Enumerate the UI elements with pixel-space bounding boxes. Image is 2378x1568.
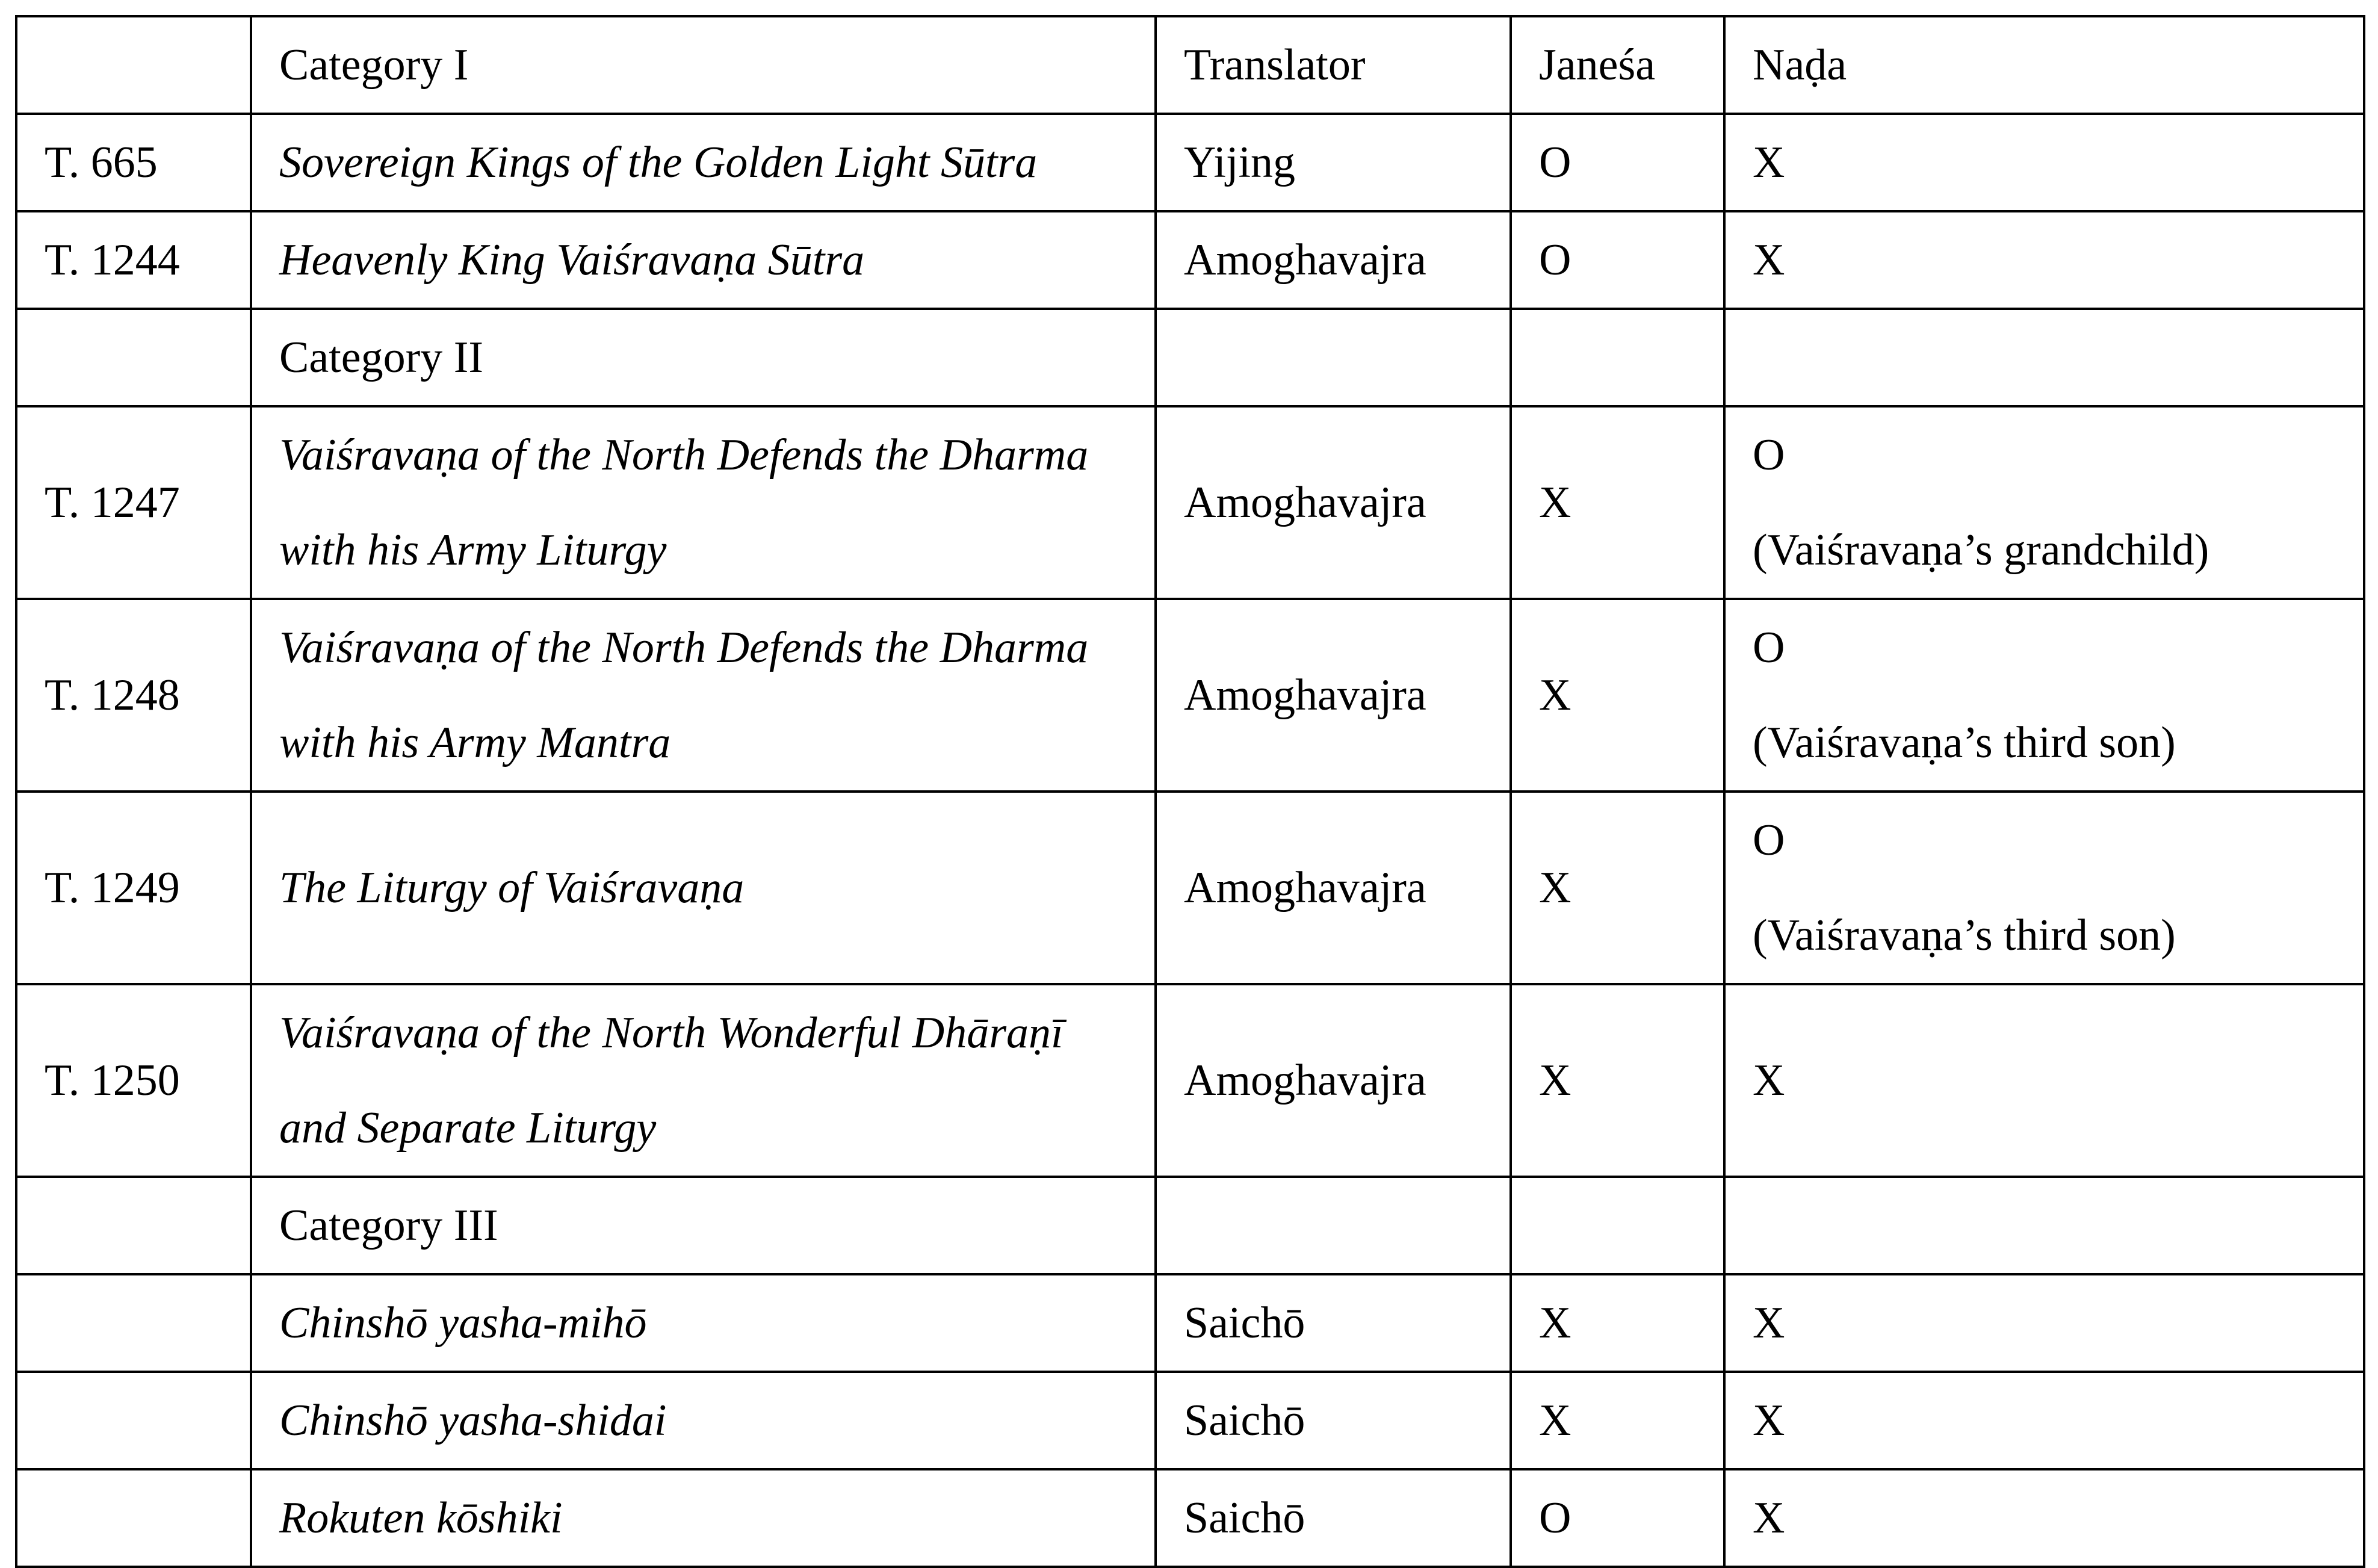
table-row (16, 1177, 2364, 1274)
table-row (16, 114, 2364, 211)
cell-janesa: X (1511, 792, 1724, 984)
table-row (16, 1372, 2364, 1469)
cell-nada-line: X (1753, 1056, 1785, 1105)
table-row (16, 599, 2364, 792)
header-cell-category: Category I (251, 16, 1156, 114)
cell-translator: Saichō (1156, 1372, 1511, 1469)
cell-janesa (1511, 309, 1724, 406)
cell-nada-line: O (1753, 816, 1785, 865)
cell-janesa: X (1511, 599, 1724, 792)
cell-id: T. 1248 (16, 599, 251, 792)
table-row (16, 1274, 2364, 1372)
cell-title-line: Chinshō yasha-shidai (279, 1396, 667, 1445)
cell-nada-line: O (1753, 623, 1785, 672)
cell-title-line: Category II (279, 333, 484, 382)
header-cell-translator: Translator (1156, 16, 1511, 114)
cell-title-line: Vaiśravaṇa of the North Defends the Dharma (279, 623, 1089, 672)
cell-title-line: Sovereign Kings of the Golden Light Sūtra (279, 138, 1038, 187)
cell-title (251, 792, 1156, 984)
cell-title-line: Chinshō yasha-mihō (279, 1298, 647, 1348)
header-cell-janesa: Janeśa (1511, 16, 1724, 114)
cell-title-line: Vaiśravaṇa of the North Wonderful Dhāraṇī (279, 1008, 1064, 1058)
cell-nada (1724, 599, 2364, 792)
cell-title (251, 309, 1156, 406)
cell-translator: Saichō (1156, 1469, 1511, 1567)
cell-id (16, 1177, 251, 1274)
cell-title-line: Vaiśravaṇa of the North Defends the Dharma (279, 430, 1089, 480)
cell-nada-line: X (1753, 235, 1785, 285)
cell-title (251, 406, 1156, 599)
cell-translator: Amoghavajra (1156, 599, 1511, 792)
cell-title (251, 1372, 1156, 1469)
cell-nada-line: (Vaiśravaṇa’s grandchild) (1753, 525, 2209, 575)
cell-title (251, 1177, 1156, 1274)
table-row (16, 792, 2364, 984)
table-row (16, 406, 2364, 599)
cell-id: T. 1249 (16, 792, 251, 984)
cell-nada (1724, 1177, 2364, 1274)
cell-translator: Saichō (1156, 1274, 1511, 1372)
cell-title (251, 984, 1156, 1177)
table-row (16, 984, 2364, 1177)
cell-title-line: Heavenly King Vaiśravaṇa Sūtra (279, 235, 865, 285)
cell-nada-line: X (1753, 1298, 1785, 1348)
cell-nada (1724, 1274, 2364, 1372)
header-cell-nada: Naḍa (1724, 16, 2364, 114)
cell-nada (1724, 792, 2364, 984)
cell-nada-line: X (1753, 1493, 1785, 1543)
cell-janesa: X (1511, 1274, 1724, 1372)
cell-nada-line: (Vaiśravaṇa’s third son) (1753, 911, 2176, 960)
cell-id: T. 1244 (16, 211, 251, 309)
cell-title-line: and Separate Liturgy (279, 1103, 657, 1153)
cell-title (251, 211, 1156, 309)
cell-id (16, 1274, 251, 1372)
cell-title-line: The Liturgy of Vaiśravaṇa (279, 863, 745, 913)
cell-translator (1156, 309, 1511, 406)
cell-janesa: O (1511, 1469, 1724, 1567)
cell-nada-line: (Vaiśravaṇa’s third son) (1753, 718, 2176, 767)
cell-janesa: X (1511, 406, 1724, 599)
cell-nada (1724, 211, 2364, 309)
cell-id: T. 1250 (16, 984, 251, 1177)
cell-title-line: Category III (279, 1201, 498, 1250)
cell-translator: Amoghavajra (1156, 406, 1511, 599)
cell-nada (1724, 309, 2364, 406)
cell-translator: Amoghavajra (1156, 984, 1511, 1177)
cell-janesa (1511, 1177, 1724, 1274)
cell-nada-line: X (1753, 1396, 1785, 1445)
cell-translator: Amoghavajra (1156, 211, 1511, 309)
cell-translator: Amoghavajra (1156, 792, 1511, 984)
cell-id (16, 1372, 251, 1469)
cell-title (251, 1469, 1156, 1567)
table-body (16, 16, 2364, 1567)
cell-id: T. 1247 (16, 406, 251, 599)
cell-janesa: O (1511, 211, 1724, 309)
cell-title (251, 114, 1156, 211)
cell-nada (1724, 1372, 2364, 1469)
cell-nada (1724, 114, 2364, 211)
cell-id (16, 1469, 251, 1567)
cell-nada-line: O (1753, 430, 1785, 480)
cell-nada-line: X (1753, 138, 1785, 187)
cell-janesa: O (1511, 114, 1724, 211)
cell-nada (1724, 984, 2364, 1177)
cell-translator: Yijing (1156, 114, 1511, 211)
table-row (16, 211, 2364, 309)
cell-nada (1724, 1469, 2364, 1567)
cell-id (16, 309, 251, 406)
cell-title (251, 599, 1156, 792)
table-row (16, 309, 2364, 406)
table-row (16, 1469, 2364, 1567)
cell-janesa: X (1511, 984, 1724, 1177)
cell-id: T. 665 (16, 114, 251, 211)
cell-title-line: Rokuten kōshiki (279, 1493, 563, 1543)
cell-janesa: X (1511, 1372, 1724, 1469)
cell-translator (1156, 1177, 1511, 1274)
cell-title (251, 1274, 1156, 1372)
header-cell-id (16, 16, 251, 114)
cell-nada (1724, 406, 2364, 599)
cell-title-line: with his Army Mantra (279, 718, 671, 767)
header-row (16, 16, 2364, 114)
texts-table (15, 15, 2365, 1568)
cell-title-line: with his Army Liturgy (279, 525, 667, 575)
